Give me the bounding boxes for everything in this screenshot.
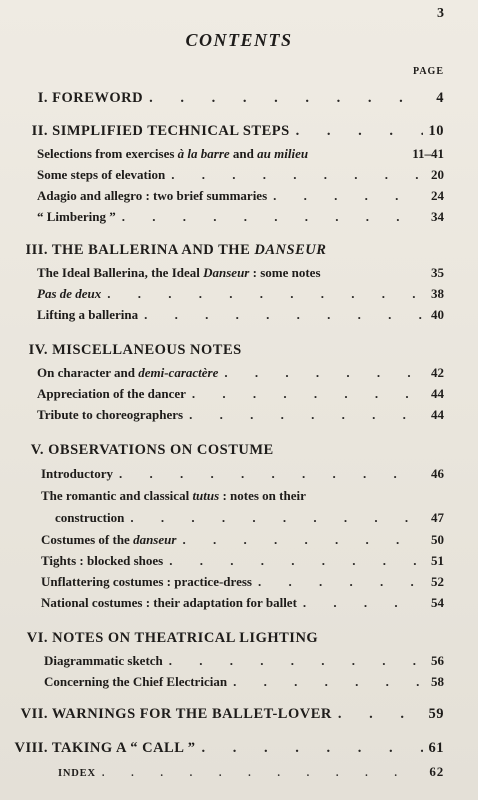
entry-text: National costumes : their adaptation for ballet [41, 595, 297, 610]
section-numeral: I. [37, 90, 48, 106]
toc-entry-selections [37, 146, 444, 162]
entry-text-italic: tutus [192, 488, 220, 503]
toc-entry-character [37, 365, 444, 381]
toc-section-foreword [20, 90, 444, 107]
dot-leader [338, 706, 423, 723]
toc-section-warnings [4, 706, 444, 723]
toc-entry-costumes-danseur [41, 532, 444, 548]
dot-leader [273, 188, 424, 204]
entry-text: “ Limbering ” [37, 209, 116, 224]
dot-leader [122, 209, 424, 225]
entry-text: On character and [37, 365, 139, 380]
entry-text: Concerning the Chief Electrician [44, 674, 228, 689]
toc-entry-pas-de-deux [37, 286, 444, 302]
section-title: WARNINGS FOR THE BALLET-LOVER [51, 706, 332, 722]
section-title: NOTES ON THEATRICAL LIGHTING [52, 630, 319, 646]
dot-leader [107, 286, 424, 302]
contents-title: CONTENTS [185, 30, 293, 50]
page-ref: 34 [431, 209, 444, 224]
section-title: TAKING A “ CALL ” [51, 740, 196, 756]
page-ref: 10 [428, 123, 444, 139]
page-ref: 62 [429, 764, 444, 779]
toc-entry-lifting [37, 307, 444, 323]
entry-text: The Ideal Ballerina, the Ideal [37, 265, 204, 280]
entry-text-italic: au milieu [257, 146, 309, 161]
entry-text: Adagio and allegro : two brief summaries [37, 188, 268, 203]
page-ref: 35 [431, 265, 444, 280]
entry-text: construction [55, 510, 125, 525]
page-ref: 51 [431, 553, 444, 568]
page-ref: 40 [431, 307, 444, 322]
toc-entry-national [41, 595, 444, 611]
page-ref: 46 [431, 466, 444, 481]
section-title: THE BALLERINA AND THE [51, 242, 255, 258]
page-ref: 47 [431, 510, 444, 525]
page-ref: 50 [431, 532, 444, 547]
entry-text: Tights : blocked shoes [41, 553, 164, 568]
entry-text: and [229, 146, 258, 161]
page-ref: 54 [431, 595, 444, 610]
toc-section-lighting [6, 630, 444, 647]
toc-section-ballerina [8, 242, 444, 259]
page-ref: 59 [428, 706, 444, 722]
page-ref: 58 [431, 674, 444, 689]
dot-leader [192, 386, 424, 402]
section-numeral: II. [31, 123, 48, 139]
dot-leader [224, 365, 424, 381]
entry-text: The romantic and classical [41, 488, 193, 503]
entry-text: Diagrammatic sketch [44, 653, 163, 668]
page-ref: 20 [431, 167, 444, 182]
entry-text-italic: Danseur [203, 265, 250, 280]
dot-leader [171, 167, 424, 183]
toc-entry-index [58, 764, 444, 780]
page-ref: 44 [431, 407, 444, 422]
dot-leader [201, 740, 422, 757]
entry-text: Introductory [41, 466, 113, 481]
entry-text-italic: Pas de deux [37, 286, 102, 301]
dot-leader [130, 510, 424, 526]
page-ref: 42 [431, 365, 444, 380]
toc-section-technical-steps [20, 123, 444, 140]
entry-text: : notes on their [219, 488, 306, 503]
section-numeral: V. [30, 442, 44, 458]
dot-leader [296, 123, 423, 140]
toc-section-miscellaneous [10, 342, 444, 359]
section-title: FOREWORD [52, 90, 144, 106]
dot-leader [169, 553, 424, 569]
entry-text-italic: danseur [133, 532, 177, 547]
entry-text-italic: à la barre [177, 146, 230, 161]
page-ref: 52 [431, 574, 444, 589]
entry-text: : some notes [249, 265, 321, 280]
page-ref: 4 [436, 90, 444, 106]
section-numeral: IV. [28, 342, 48, 358]
dot-leader [233, 674, 424, 690]
section-title: MISCELLANEOUS NOTES [52, 342, 242, 358]
entry-text: INDEX [58, 768, 96, 779]
dot-leader [144, 307, 424, 323]
section-title: SIMPLIFIED TECHNICAL STEPS [52, 123, 290, 139]
entry-text: Appreciation of the dancer [37, 386, 186, 401]
toc-entry-unflattering [41, 574, 444, 590]
dot-leader [303, 595, 424, 611]
section-title: OBSERVATIONS ON COSTUME [48, 442, 274, 458]
entry-text-italic: demi-caractère [138, 365, 219, 380]
page-ref: 44 [431, 386, 444, 401]
dot-leader [258, 574, 424, 590]
entry-text: Some steps of elevation [37, 167, 166, 182]
entry-text: Costumes of the [41, 532, 134, 547]
toc-entry-ideal-ballerina [37, 265, 444, 281]
page-ref: 38 [431, 286, 444, 301]
entry-text: Unflattering costumes : practice-dress [41, 574, 252, 589]
toc-entry-construction [55, 510, 444, 526]
toc-entry-limbering [37, 209, 444, 225]
toc-entry-electrician [44, 674, 444, 690]
toc-entry-appreciation [37, 386, 444, 402]
toc-entry-sketch [44, 653, 444, 669]
page-ref: 24 [431, 188, 444, 203]
toc-entry-tights [41, 553, 444, 569]
page-number: 3 [437, 6, 444, 21]
dot-leader [182, 532, 424, 548]
dot-leader [149, 90, 424, 107]
toc-entry-introductory [41, 466, 444, 482]
section-title-italic: DANSEUR [254, 242, 327, 258]
entry-text: Lifting a ballerina [37, 307, 139, 322]
section-numeral: VI. [26, 630, 48, 646]
section-numeral: VII. [20, 706, 48, 722]
page-column-label: PAGE [412, 66, 444, 77]
dot-leader [189, 407, 424, 423]
toc-entry-tutus [41, 488, 444, 504]
toc-entry-choreographers [37, 407, 444, 423]
toc-entry-elevation [37, 167, 444, 183]
entry-text: Selections from exercises [37, 146, 178, 161]
dot-leader [102, 768, 424, 779]
toc-section-costume [10, 442, 444, 459]
section-numeral: VIII. [14, 740, 48, 756]
section-numeral: III. [25, 242, 48, 258]
dot-leader [169, 653, 424, 669]
toc-section-taking-a-call [2, 740, 444, 757]
dot-leader [119, 466, 424, 482]
page-ref: 56 [431, 653, 444, 668]
page-ref: 61 [428, 740, 444, 756]
toc-entry-adagio [37, 188, 444, 204]
entry-text: Tribute to choreographers [37, 407, 184, 422]
page-ref: 11–41 [412, 146, 444, 161]
